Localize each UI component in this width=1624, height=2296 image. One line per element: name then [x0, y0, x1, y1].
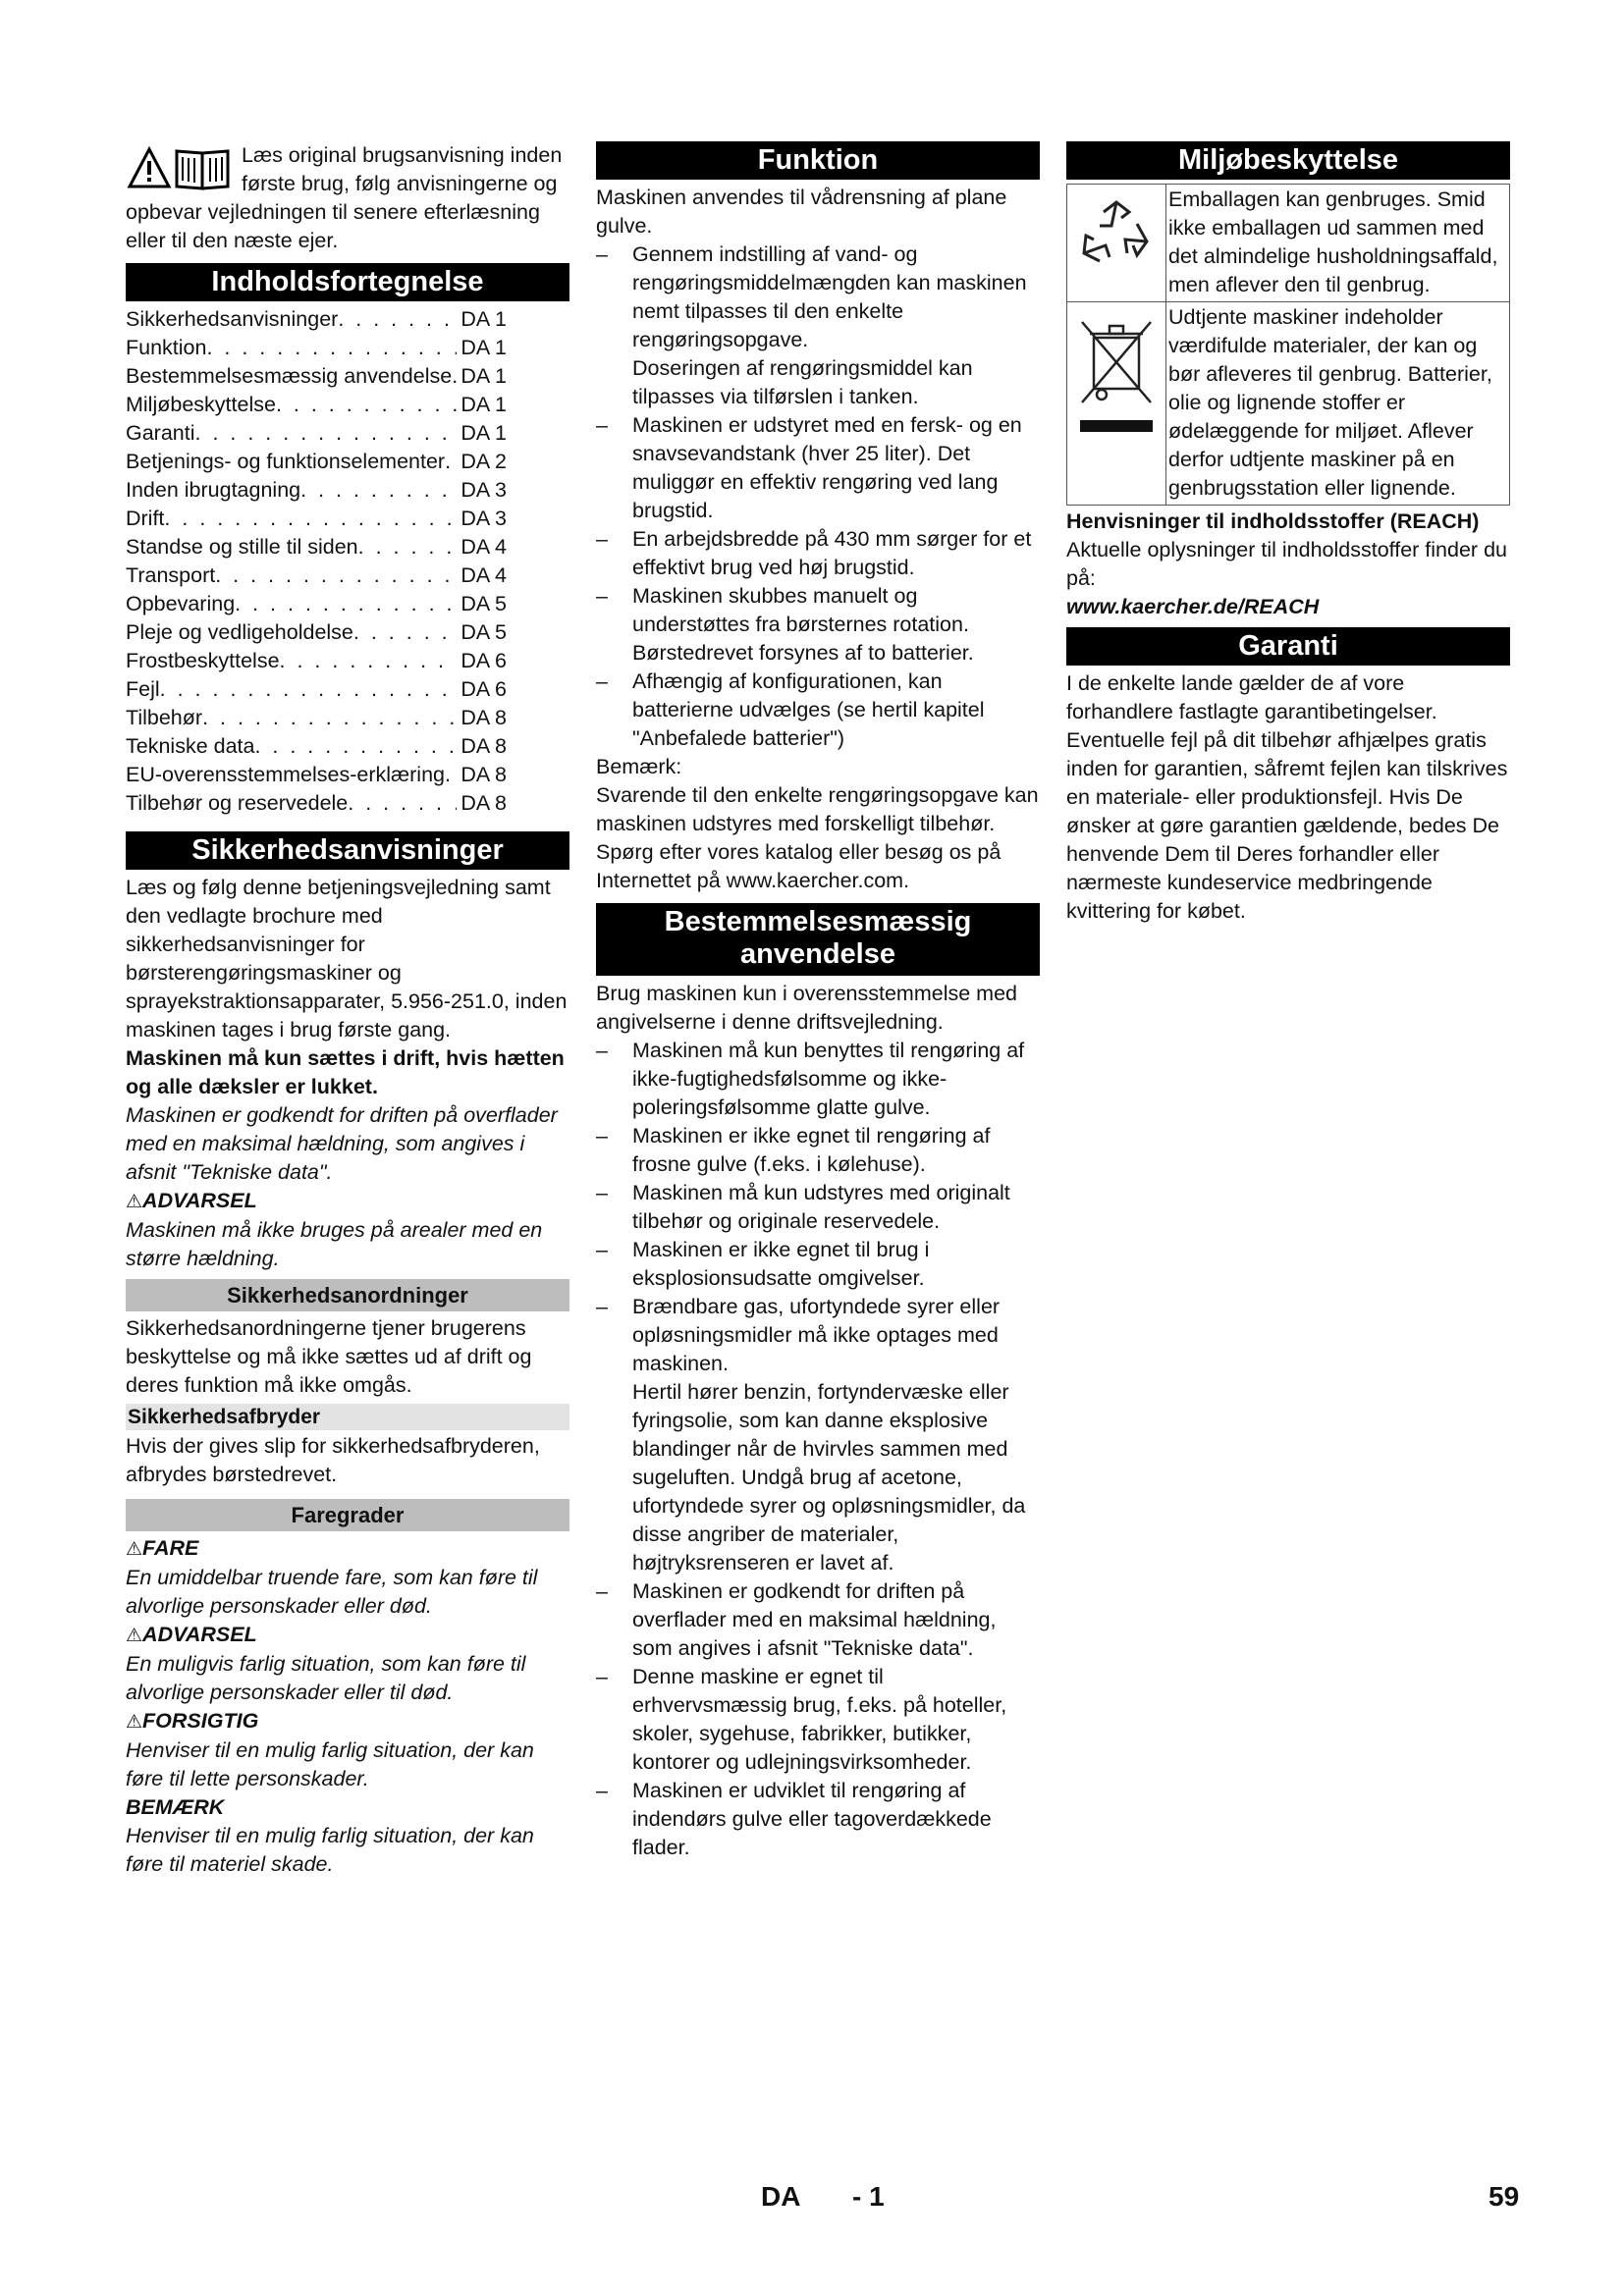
list-item [596, 240, 1040, 411]
toc-item[interactable] [126, 305, 507, 334]
intended-use-title-line2: anvendelse [740, 938, 895, 970]
toc-item-page: DA 8 [460, 763, 507, 786]
toc-item[interactable] [126, 505, 507, 533]
toc-item[interactable] [126, 561, 507, 590]
toc-item-page: DA 3 [460, 507, 507, 530]
toc-item[interactable] [126, 476, 507, 505]
list-item [596, 1236, 1040, 1293]
recycling-icon [1072, 194, 1161, 283]
toc-leader-dots [348, 789, 457, 818]
list-item-text: Gennem indstilling af vand- og rengøringsmiddelmængden kan maskinen nemt tilpasses til den enkelte rengøringsopgave. [632, 242, 1027, 351]
toc-item[interactable] [126, 590, 507, 618]
crossed-bin-icon [1072, 310, 1161, 438]
toc-leader-dots [235, 590, 457, 618]
toc-item[interactable] [126, 533, 507, 561]
toc-item[interactable] [126, 448, 507, 476]
toc-item-page: DA 8 [460, 706, 507, 729]
list-item-text: Brændbare gas, ufortyndede syrer eller opløsningsmidler må ikke optages med maskinen. [632, 1295, 1001, 1375]
toc-leader-dots [195, 419, 458, 448]
hazard-level-text: Henviser til en mulig farlig situation, der kan føre til lette personskader. [126, 1738, 534, 1790]
function-note-text-2: Spørg efter vores katalog eller besøg os på Internettet på www.kaercher.com. [596, 840, 1001, 892]
toc-item-label: Transport [126, 563, 216, 587]
column-middle [596, 141, 1040, 1862]
function-note-text: Svarende til den enkelte rengøringsopgave kan maskinen udstyres med forskelligt tilbehør. [596, 783, 1039, 835]
toc-item-label: Frostbeskyttelse [126, 649, 280, 672]
toc-item-page: DA 1 [460, 336, 507, 359]
list-item [596, 411, 1040, 525]
toc-item-label: Standse og stille til siden [126, 535, 358, 559]
toc-item[interactable] [126, 675, 507, 704]
footer-local-page: - 1 [852, 2181, 885, 2212]
hazard-levels-list [126, 1534, 569, 1879]
toc-item-label: Miljøbeskyttelse [126, 393, 276, 416]
function-intro: Maskinen anvendes til vådrensning af plane gulve. [596, 186, 1007, 238]
column-right [1066, 141, 1510, 926]
toc-item[interactable] [126, 647, 507, 675]
toc-item-label: Drift [126, 507, 165, 530]
toc-item-page: DA 3 [460, 478, 507, 502]
toc-item-page: DA 8 [460, 791, 507, 815]
list-item-text: Maskinen er ikke egnet til brug i eksplosionsudsatte omgivelser. [632, 1238, 930, 1290]
toc-list [126, 305, 507, 818]
reach-title: Henvisninger til indholdsstoffer (REACH) [1066, 509, 1480, 533]
toc-leader-dots [254, 732, 457, 761]
function-list [596, 240, 1040, 753]
toc-item-label: Opbevaring [126, 592, 236, 615]
intended-use-title [596, 903, 1040, 976]
hazard-level-label: ⚠ ADVARSEL [126, 1621, 569, 1650]
toc-item-label: Funktion [126, 336, 207, 359]
toc-item-page: DA 1 [460, 393, 507, 416]
list-item-text: Maskinen er godkendt for driften på overflader med en maksimal hældning, som angives i afsnit "Tekniske data". [632, 1579, 997, 1660]
list-item [596, 1577, 1040, 1663]
safety-slope-note: Maskinen er godkendt for driften på overflader med en maksimal hældning, som angives i afsnit "Tekniske data". [126, 1103, 558, 1184]
toc-leader-dots [338, 305, 457, 334]
toc-leader-dots [358, 533, 458, 561]
warning-book-icon [126, 141, 236, 190]
disposal-cell [1067, 302, 1166, 506]
safety-warning-label: ⚠ ADVARSEL [126, 1187, 569, 1216]
toc-item-label: Tilbehør [126, 706, 203, 729]
toc-item-page: DA 1 [460, 307, 507, 331]
toc-item-page: DA 6 [460, 677, 507, 701]
warranty-title: Garanti [1066, 627, 1510, 666]
environment-packaging-text: Emballagen kan genbruges. Smid ikke emballagen ud sammen med det almindelige husholdningsaffald, men aflever den til genbrug. [1166, 185, 1510, 302]
reach-link[interactable]: www.kaercher.de/REACH [1066, 595, 1320, 618]
toc-item[interactable] [126, 334, 507, 362]
intended-use-list [596, 1037, 1040, 1862]
environment-disposal-text: Udtjente maskiner indeholder værdifulde materialer, der kan og bør afleveres til genbrug. Batterier, olie og lignende stoffer er ødelæggende for miljøet. Aflever derfor udtjente maskiner på en genbrugsstation eller lignende. [1166, 302, 1510, 506]
list-item-text: Maskinen er ikke egnet til rengøring af frosne gulve (f.eks. i kølehuse). [632, 1124, 991, 1176]
toc-leader-dots [164, 505, 457, 533]
toc-item-label: Tilbehør og reservedele [126, 791, 349, 815]
toc-leader-dots [206, 334, 457, 362]
toc-item-page: DA 5 [460, 620, 507, 644]
safety-paragraph: Læs og følg denne betjeningsvejledning samt den vedlagte brochure med sikkerhedsanvisninger for børsterengøringsmaskiner og sprayekstraktionsapparater, 5.956-251.0, inden maskinen tages i brug første gang. [126, 876, 568, 1041]
hazard-level-label: ⚠ FARE [126, 1534, 569, 1564]
toc-item-page: DA 6 [460, 649, 507, 672]
toc-item-label: EU-overensstemmelses-erklæring [126, 763, 445, 786]
reach-text: Aktuelle oplysninger til indholdsstoffer finder du på: [1066, 538, 1507, 590]
warranty-text: I de enkelte lande gælder de af vore forhandlere fastlagte garantibetingelser. Eventuelle fejl på dit tilbehør afhjælpes gratis inden for garantien, såfremt fejlen kan tilskrives en materiale- eller produktionsfejl. Hvis De ønsker at gøre garantien gældende, bedes De henvende Dem til Deres forhandler eller nærmeste kundeservice medbringende kvittering for købet. [1066, 671, 1508, 923]
safety-devices-text: Sikkerhedsanordningerne tjener brugerens beskyttelse og må ikke sættes ud af drift og deres funktion må ikke omgås. [126, 1316, 532, 1397]
toc-item-label: Tekniske data [126, 734, 255, 758]
list-item [596, 667, 1040, 753]
list-item [596, 1122, 1040, 1179]
intended-use-title-line1: Bestemmelsesmæssig [664, 906, 972, 937]
toc-item-page: DA 4 [460, 563, 507, 587]
toc-item-page: DA 4 [460, 535, 507, 559]
safety-warning-text: Maskinen må ikke bruges på arealer med en større hældning. [126, 1218, 543, 1270]
toc-item[interactable] [126, 732, 507, 761]
column-left [126, 141, 569, 1879]
hazard-level-text: En muligvis farlig situation, som kan føre til alvorlige personskader eller til død. [126, 1652, 526, 1704]
list-item-text: Afhængig af konfigurationen, kan batterierne udvælges (se hertil kapitel "Anbefalede batterier") [632, 669, 985, 750]
toc-item[interactable] [126, 704, 507, 732]
toc-item[interactable] [126, 362, 507, 391]
list-item-text: Maskinen skubbes manuelt og understøttes fra børsternes rotation. Børstedrevet forsynes af to batterier. [632, 584, 974, 665]
list-item [596, 1293, 1040, 1577]
intro-notice [126, 141, 569, 255]
list-item [596, 1777, 1040, 1862]
list-item-extra: Hertil hører benzin, fortyndervæske eller fyringsolie, som kan danne eksplosive blandinger når de hvirvles sammen med sugeluften. Undgå brug af acetone, ufortyndede syrer og opløsningsmidler, da disse angriber de materialer, højtryksrenseren er lavet af. [632, 1380, 1026, 1575]
toc-item-page: DA 1 [460, 364, 507, 388]
safety-title: Sikkerhedsanvisninger [126, 831, 569, 870]
toc-item-page: DA 5 [460, 592, 507, 615]
hazard-level-text: Henviser til en mulig farlig situation, der kan føre til materiel skade. [126, 1824, 534, 1876]
list-item-text: Maskinen må kun udstyres med originalt tilbehør og originale reservedele. [632, 1181, 1010, 1233]
toc-leader-dots [202, 704, 457, 732]
toc-leader-dots [276, 391, 457, 419]
toc-item-label: Bestemmelsesmæssig anvendelse [126, 364, 453, 388]
function-note-label: Bemærk: [596, 755, 682, 778]
list-item-text: Maskinen må kun benyttes til rengøring af ikke-fugtighedsfølsomme og ikke-poleringsfølsomme glatte gulve. [632, 1039, 1025, 1119]
list-item-extra: Doseringen af rengøringsmiddel kan tilpasses via tilførslen i tanken. [632, 356, 973, 408]
list-item [596, 1663, 1040, 1777]
toc-item[interactable] [126, 761, 507, 789]
list-item-text: En arbejdsbredde på 430 mm sørger for et effektivt brug ved høj brugstid. [632, 527, 1032, 579]
list-item [596, 1037, 1040, 1122]
list-item [596, 582, 1040, 667]
function-title: Funktion [596, 141, 1040, 180]
toc-item-label: Pleje og vedligeholdelse [126, 620, 353, 644]
hazard-level-label: BEMÆRK [126, 1795, 225, 1819]
toc-leader-dots [300, 476, 457, 505]
safety-devices-title: Sikkerhedsanordninger [126, 1279, 569, 1311]
toc-leader-dots [445, 448, 457, 476]
environment-title: Miljøbeskyttelse [1066, 141, 1510, 180]
toc-item[interactable] [126, 618, 507, 647]
toc-item-label: Inden ibrugtagning [126, 478, 301, 502]
toc-leader-dots [160, 675, 458, 704]
intended-use-intro: Brug maskinen kun i overensstemmelse med angivelserne i denne driftsvejledning. [596, 982, 1017, 1034]
recycling-cell [1067, 185, 1166, 302]
toc-item-page: DA 1 [460, 421, 507, 445]
toc-title: Indholdsfortegnelse [126, 263, 569, 301]
safety-switch-title: Sikkerhedsafbryder [126, 1404, 569, 1430]
toc-leader-dots [445, 761, 457, 789]
toc-item[interactable] [126, 419, 507, 448]
toc-item-label: Betjenings- og funktionselementer [126, 450, 446, 473]
environment-table [1066, 184, 1510, 506]
list-item-text: Denne maskine er egnet til erhvervsmæssig brug, f.eks. på hoteller, skoler, sygehuse, fabrikker, butikker, kontorer og udlejningsvirksomheder. [632, 1665, 1007, 1774]
intro-text: Læs original brugsanvisning inden første brug, følg anvisningerne og opbevar vejledningen til senere efterlæsning eller til den næste ejer. [126, 143, 563, 252]
list-item-text: Maskinen er udviklet til rengøring af indendørs gulve eller tagoverdækkede flader. [632, 1779, 992, 1859]
toc-leader-dots [215, 561, 457, 590]
toc-leader-dots [280, 647, 458, 675]
list-item-text: Maskinen er udstyret med en fersk- og en snavsevandstank (hver 25 liter). Det muliggør en effektiv rengøring ved lang brugstid. [632, 413, 1022, 522]
hazard-level-text: En umiddelbar truende fare, som kan føre til alvorlige personskader eller død. [126, 1566, 538, 1618]
safety-bold-notice: Maskinen må kun sættes i drift, hvis hætten og alle dæksler er lukket. [126, 1046, 565, 1098]
toc-item-label: Sikkerhedsanvisninger [126, 307, 339, 331]
toc-item-label: Fejl [126, 677, 160, 701]
safety-switch-text: Hvis der gives slip for sikkerhedsafbryderen, afbrydes børstedrevet. [126, 1434, 540, 1486]
toc-item-label: Garanti [126, 421, 195, 445]
footer-language: DA [761, 2181, 801, 2212]
list-item [596, 525, 1040, 582]
environment-row-packaging [1067, 185, 1510, 302]
toc-item-page: DA 2 [460, 450, 507, 473]
hazard-levels-title: Faregrader [126, 1499, 569, 1531]
toc-leader-dots [353, 618, 457, 647]
list-item [596, 1179, 1040, 1236]
environment-row-disposal [1067, 302, 1510, 506]
toc-item[interactable] [126, 789, 507, 818]
footer-page-number: 59 [1489, 2181, 1520, 2212]
hazard-level-label: ⚠ FORSIGTIG [126, 1707, 569, 1736]
toc-item-page: DA 8 [460, 734, 507, 758]
toc-item[interactable] [126, 391, 507, 419]
